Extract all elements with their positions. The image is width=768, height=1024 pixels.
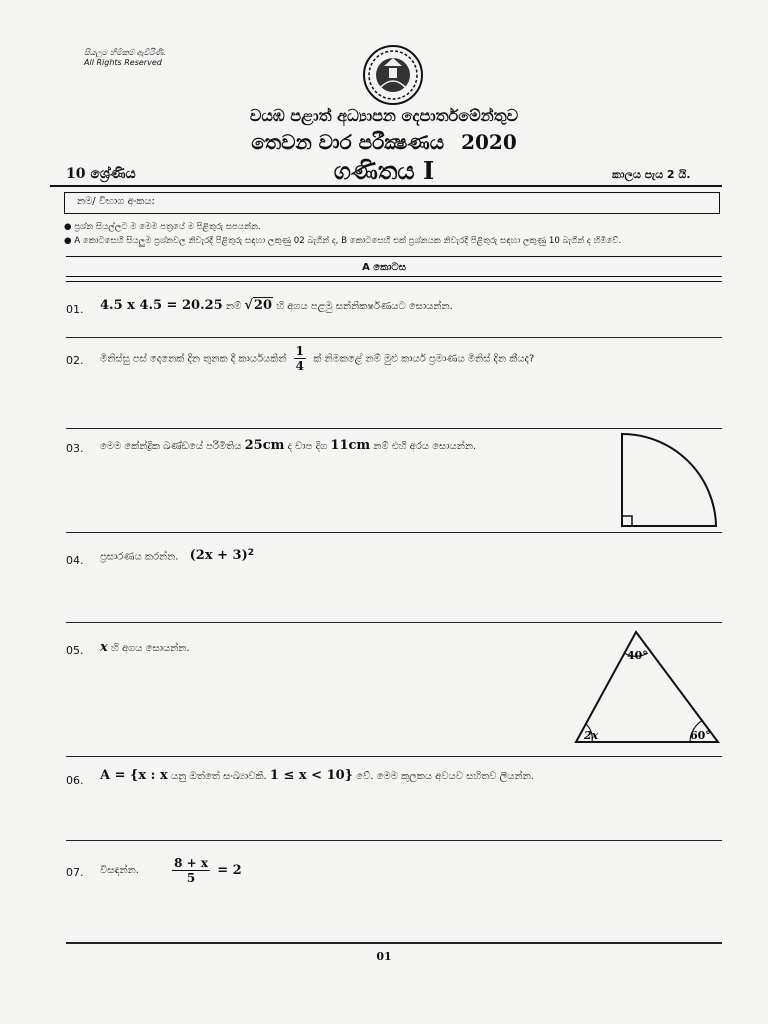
time-allowed: කාලය පැය 2 යි.	[612, 168, 691, 181]
q2-text	[100, 344, 534, 373]
q1-answer-line[interactable]	[66, 337, 722, 338]
copyright-notice	[84, 48, 166, 68]
name-index-box[interactable]	[64, 192, 720, 214]
provincial-emblem-icon	[362, 44, 424, 106]
header-divider	[50, 185, 722, 187]
q6-answer-line[interactable]	[66, 840, 722, 841]
subject-title: ගණිතය I	[333, 156, 435, 185]
instruction-2: ● A කොටසෙහි සියලුම ප්‍රශ්නවල නිවැරදි පිළිතුරු සඳහා ලකුණු 02 බැගින් ද, B කොටසෙහි එක් ප්‍රශ්නයක නිවැරදි පිළිතුරු සඳහා ලකුණු 10 බැගින් ද හිමිවේ.	[64, 236, 622, 246]
exam-title-text: තෙවන වාර පරීක්‍ෂණය	[251, 130, 445, 154]
q6-text-a: යනු ඔත්තේ සංඛ්‍යාවකි.	[170, 771, 267, 782]
q3-text-a: මෙම කේන්ද්‍රික ඛණ්ඩයේ පරිමිතිය	[100, 441, 242, 452]
exam-year: 2020	[461, 130, 517, 154]
grade-label: 10 ශ්‍රේණිය	[66, 166, 136, 182]
q3-number: 03.	[66, 442, 84, 455]
q4-instruction: ප්‍රසාරණය කරන්න.	[100, 551, 179, 563]
q3-arc: 11cm	[330, 438, 371, 453]
q5-text	[100, 640, 190, 655]
q1-expression: 4.5 x 4.5 = 20.25	[100, 298, 223, 313]
copyright-si: සියලුම හිමිකම් ඇවිරිණි.	[84, 48, 166, 57]
q2-fraction	[294, 344, 306, 373]
q7-frac-num: 8 + x	[174, 856, 209, 870]
q4-expression: (2x + 3)	[189, 548, 248, 564]
q7-instruction: විසඳන්න.	[100, 865, 139, 876]
q4-text	[100, 548, 254, 563]
q4-power: 2	[247, 548, 255, 558]
q1-mid: නම්	[225, 301, 242, 312]
angle-left-label: 2x	[584, 729, 599, 742]
section-line-mid	[66, 276, 722, 277]
q2-frac-num: 1	[295, 344, 304, 358]
q6-set-definition: A = {x : x	[100, 768, 168, 783]
q1-sqrt: √20	[244, 298, 273, 313]
q7-text	[100, 856, 242, 885]
q2-number: 02.	[66, 354, 84, 367]
section-line-bottom	[66, 281, 722, 282]
exam-title	[0, 130, 768, 154]
q5-number: 05.	[66, 644, 84, 657]
q4-answer-line[interactable]	[66, 622, 722, 623]
angle-right-label: 60°	[690, 729, 711, 742]
q3-text-b: ද චාප දිග	[287, 441, 328, 452]
q7-rhs: = 2	[217, 863, 242, 878]
q7-fraction	[172, 856, 210, 885]
q2-frac-den: 4	[295, 359, 304, 373]
footer-line	[66, 942, 722, 944]
department-name: වයඹ පළාත් අධ්‍යාපන දෙපාර්තමේන්තුව	[249, 106, 519, 125]
triangle-figure	[572, 626, 724, 748]
q6-text	[100, 768, 534, 783]
q1-text	[100, 298, 453, 313]
q3-text-c: නම් එහි අරය සොයන්න.	[373, 441, 477, 452]
q6-condition: 1 ≤ x < 10}	[269, 768, 354, 783]
q1-radicand: 20	[253, 298, 273, 313]
q6-number: 06.	[66, 774, 84, 787]
instruction-1: ● ප්‍රශ්න සියල්ලට ම මෙම පත්‍රයේ ම පිළිතුරු සපයන්න.	[64, 222, 261, 232]
q3-answer-line[interactable]	[66, 532, 722, 533]
name-index-label: නම/ විභාග අංකය:	[77, 196, 155, 207]
q2-text-a: මිනිස්සු පස් දෙනෙක් දින තුනක දී කාර්යයකින්	[100, 353, 287, 365]
q7-number: 07.	[66, 866, 84, 879]
q4-number: 04.	[66, 554, 84, 567]
section-a-label: A කොටස	[362, 262, 406, 273]
q5-variable: x	[100, 640, 108, 655]
q1-number: 01.	[66, 303, 84, 316]
q5-question: හි අගය සොයන්න.	[110, 643, 190, 654]
q3-text	[100, 438, 476, 453]
page-number: 01	[376, 950, 392, 963]
q2-answer-line[interactable]	[66, 428, 722, 429]
q7-frac-den: 5	[186, 871, 196, 885]
section-line-top	[66, 256, 722, 257]
q5-answer-line[interactable]	[66, 756, 722, 757]
q2-text-b: ක් නිමකළේ නම් මුළු කාර්ය ප්‍රමාණය මිනිස් දින කීයද?	[313, 353, 535, 365]
q3-perimeter: 25cm	[244, 438, 285, 453]
copyright-en: All Rights Reserved	[84, 58, 162, 67]
q6-text-b: වේ. මෙම කුලකය අවයව සහිතව ලියන්න.	[356, 771, 534, 782]
q1-question: හි අගය පළමු සන්නිකර්ෂණයට සොයන්න.	[276, 301, 453, 312]
sector-figure	[616, 430, 720, 530]
angle-top-label: 40°	[627, 649, 648, 662]
